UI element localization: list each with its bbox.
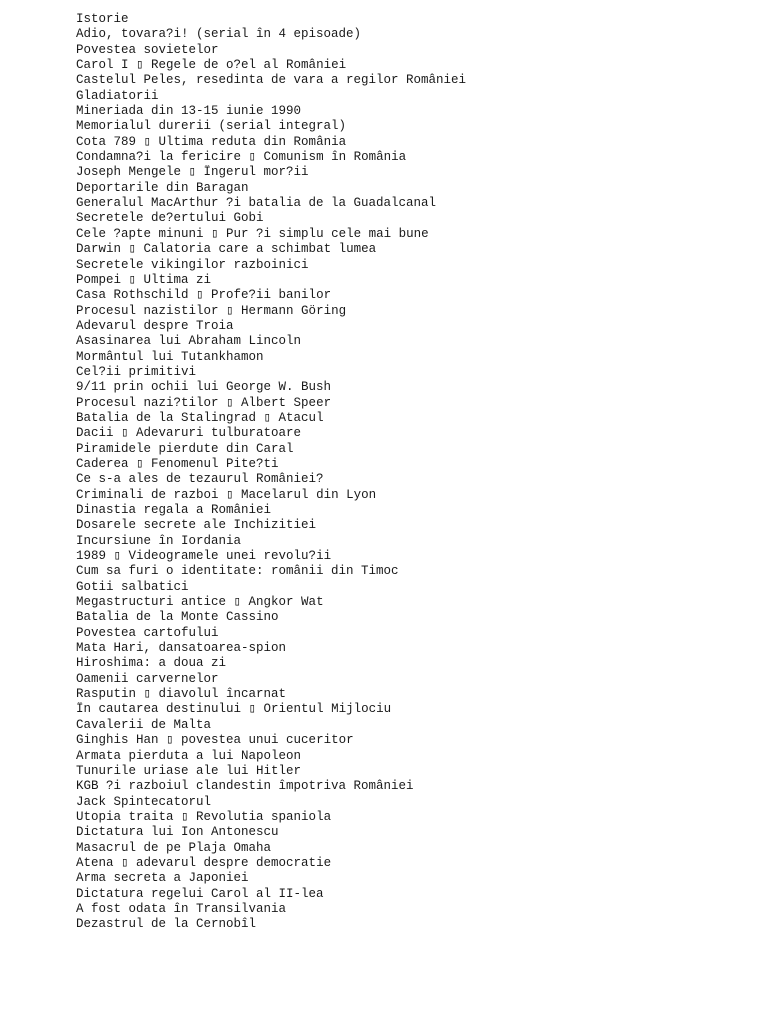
text-line: Armata pierduta a lui Napoleon: [76, 748, 302, 763]
text-line: Gotii salbatici: [76, 579, 189, 594]
text-line: Oamenii carvernelor: [76, 671, 219, 686]
text-line: Deportarile din Baragan: [76, 180, 249, 195]
text-line: Jack Spintecatorul: [76, 794, 212, 809]
text-line: Criminali de razboi ▯ Macelarul din Lyon: [76, 487, 377, 502]
text-line: Cavalerii de Malta: [76, 717, 212, 732]
text-line: Secretele de?ertului Gobi: [76, 211, 264, 226]
text-line: Generalul MacArthur ?i batalia de la Guadalcanal: [76, 196, 437, 211]
text-line: Dictatura lui Ion Antonescu: [76, 825, 279, 840]
text-line: Dezastrul de la Cernobîl: [76, 917, 257, 932]
text-line: Procesul nazi?tilor ▯ Albert Speer: [76, 395, 332, 410]
text-line: KGB ?i razboiul clandestin împotriva României: [76, 779, 414, 794]
text-line: A fost odata în Transilvania: [76, 901, 287, 916]
text-line: Batalia de la Stalingrad ▯ Atacul: [76, 410, 324, 425]
text-line: Piramidele pierdute din Caral: [76, 441, 294, 456]
text-line: Adio, tovara?i! (serial în 4 episoade): [76, 27, 362, 42]
text-line: Carol I ▯ Regele de o?el al României: [76, 58, 347, 73]
text-line: Dacii ▯ Adevaruri tulburatoare: [76, 426, 302, 441]
text-line: Dictatura regelui Carol al II-lea: [76, 886, 324, 901]
text-line: Secretele vikingilor razboinici: [76, 257, 309, 272]
text-line: Rasputin ▯ diavolul încarnat: [76, 687, 287, 702]
text-line: Gladiatorii: [76, 88, 159, 103]
text-line: Mormântul lui Tutankhamon: [76, 349, 264, 364]
text-line: Dinastia regala a României: [76, 503, 272, 517]
text-line: Cele ?apte minuni ▯ Pur ?i simplu cele mai bune: [76, 226, 429, 241]
text-line: Incursiune în Iordania: [76, 533, 242, 548]
text-line: Cel?ii primitivi: [76, 364, 197, 379]
text-line: 1989 ▯ Videogramele unei revolu?ii: [76, 549, 332, 564]
document-page: [76, 12, 756, 933]
text-line: Condamna?i la fericire ▯ Comunism în România: [76, 150, 407, 165]
text-line: Batalia de la Monte Cassino: [76, 610, 279, 625]
text-line: Procesul nazistilor ▯ Hermann Göring: [76, 303, 347, 318]
text-line: Ginghis Han ▯ povestea unui cuceritor: [76, 733, 354, 748]
text-line: Utopia traita ▯ Revolutia spaniola: [76, 809, 332, 824]
text-line: Megastructuri antice ▯ Angkor Wat: [76, 595, 324, 610]
text-line: Caderea ▯ Fenomenul Pite?ti: [76, 456, 279, 471]
text-line: Istorie: [76, 12, 129, 26]
text-line: Hiroshima: a doua zi: [76, 656, 227, 671]
text-line: Castelul Peles, resedinta de vara a regilor României: [76, 73, 467, 88]
text-line: 9/11 prin ochii lui George W. Bush: [76, 380, 332, 395]
text-line: Tunurile uriase ale lui Hitler: [76, 763, 302, 778]
text-line: Arma secreta a Japoniei: [76, 871, 249, 886]
text-line: Adevarul despre Troia: [76, 318, 234, 333]
text-line: Atena ▯ adevarul despre democratie: [76, 855, 332, 870]
text-line: În cautarea destinului ▯ Orientul Mijlociu: [76, 702, 392, 717]
text-line: Cum sa furi o identitate: românii din Timoc: [76, 564, 399, 579]
text-line: Memorialul durerii (serial integral): [76, 119, 347, 134]
text-line: Povestea cartofului: [76, 625, 219, 640]
text-line: Asasinarea lui Abraham Lincoln: [76, 334, 302, 349]
text-line: Mineriada din 13-15 iunie 1990: [76, 104, 302, 119]
text-line: Mata Hari, dansatoarea-spion: [76, 641, 287, 656]
text-line: Casa Rothschild ▯ Profe?ii banilor: [76, 288, 332, 303]
text-line: Dosarele secrete ale Inchizitiei: [76, 518, 317, 533]
text-line: Cota 789 ▯ Ultima reduta din România: [76, 134, 347, 149]
text-line: Joseph Mengele ▯ Îngerul mor?ii: [76, 165, 309, 180]
text-line: Povestea sovietelor: [76, 42, 219, 57]
text-line: Pompei ▯ Ultima zi: [76, 272, 212, 287]
text-line: Masacrul de pe Plaja Omaha: [76, 840, 272, 855]
text-line: Ce s-a ales de tezaurul României?: [76, 472, 324, 487]
text-line: Darwin ▯ Calatoria care a schimbat lumea: [76, 242, 377, 257]
